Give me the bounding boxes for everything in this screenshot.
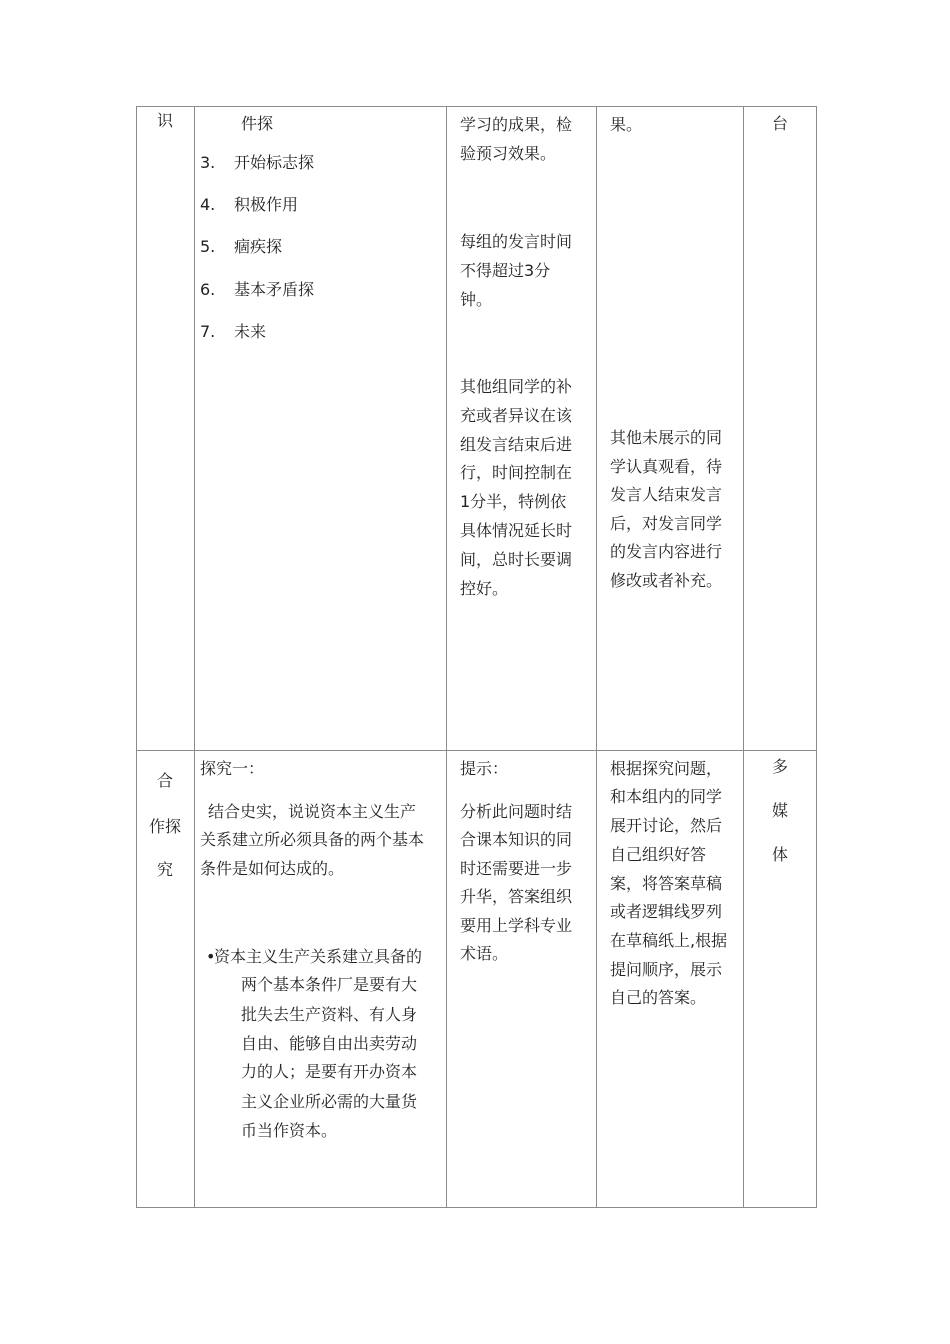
inquiry-question-line: 关系建立所必须具备的两个基本 [200,830,425,849]
bullet-icon: • [206,947,216,966]
row2-media-label: 体 [772,845,789,864]
row2-media-label: 媒 [772,801,789,820]
topic-item: 6. 基本矛盾探 [200,280,315,299]
teacher-text-line: 每组的发言时间 [460,232,573,251]
topic-item: 4. 积极作用 [200,195,299,214]
student-activity-line: 案，将答案草稿 [610,874,723,893]
student-text-line: 修改或者补充。 [610,571,723,590]
inquiry-answer-line: 批失去生产资料、有人身 [241,1005,418,1024]
row1-stage-label: 识 [157,111,174,130]
hint-heading: 提示： [460,759,509,778]
teacher-text-line: 间，总时长要调 [460,550,573,569]
student-text-line: 果。 [610,115,643,134]
teacher-text-line: 其他组同学的补 [460,377,573,396]
row1-media-label: 台 [772,114,789,133]
inquiry-question-line: 条件是如何达成的。 [200,859,345,878]
topic-heading: 件探 [241,114,274,133]
teacher-text-line: 不得超过3分 [460,261,551,280]
row2-stage-label: 作探 [149,817,182,836]
teacher-text-line: 组发言结束后进 [460,435,573,454]
student-activity-line: 和本组内的同学 [610,787,723,806]
column-divider [194,107,195,1207]
inquiry-answer-line: 币当作资本。 [241,1121,338,1140]
hint-line: 要用上学科专业 [460,916,573,935]
student-text-line: 后，对发言同学 [610,514,723,533]
hint-line: 分析此问题时结 [460,802,573,821]
teacher-text-line: 充或者异议在该 [460,406,573,425]
topic-item: 7. 未来 [200,322,267,341]
inquiry-answer-line: 力的人；是要有开办资本 [241,1062,418,1081]
hint-line: 术语。 [460,944,509,963]
inquiry-answer-line: 资本主义生产关系建立具备的 [214,947,423,966]
student-text-line: 其他未展示的同 [610,428,723,447]
student-activity-line: 展开讨论，然后 [610,816,723,835]
inquiry-answer-line: 两个基本条件厂是要有大 [241,975,418,994]
column-divider [596,107,597,1207]
inquiry-question-line: 结合史实，说说资本主义生产 [208,802,417,821]
teacher-text-line: 钟。 [460,290,493,309]
student-activity-line: 自己组织好答 [610,845,707,864]
student-activity-line: 提问顺序，展示 [610,960,723,979]
hint-line: 时还需要进一步 [460,859,573,878]
student-text-line: 学认真观看，待 [610,457,723,476]
inquiry-answer-line: 自由、能够自由出卖劳动 [241,1034,418,1053]
column-divider [743,107,744,1207]
student-activity-line: 或者逻辑线罗列 [610,902,723,921]
row2-stage-label: 合 [157,771,174,790]
teacher-text-line: 具体情况延长时 [460,521,573,540]
column-divider [446,107,447,1207]
teacher-text-line: 学习的成果，检 [460,115,573,134]
row-divider [137,750,816,751]
teacher-text-line: 1分半，特例依 [460,492,567,511]
inquiry-answer-line: 主义企业所必需的大量货 [241,1092,418,1111]
topic-item: 3. 开始标志探 [200,153,315,172]
topic-item: 5. 痼疾探 [200,237,283,256]
student-text-line: 发言人结束发言 [610,485,723,504]
teacher-text-line: 验预习效果。 [460,144,557,163]
student-text-line: 的发言内容进行 [610,542,723,561]
row2-media-label: 多 [772,757,789,776]
student-activity-line: 自己的答案。 [610,988,707,1007]
row2-stage-label: 究 [157,860,174,879]
student-activity-line: 根据探究问题， [610,759,723,778]
teacher-text-line: 控好。 [460,579,509,598]
inquiry-heading: 探究一： [200,759,265,778]
hint-line: 合课本知识的同 [460,830,573,849]
student-activity-line: 在草稿纸上,根据 [610,931,728,950]
teacher-text-line: 行，时间控制在 [460,463,573,482]
hint-line: 升华，答案组织 [460,887,573,906]
